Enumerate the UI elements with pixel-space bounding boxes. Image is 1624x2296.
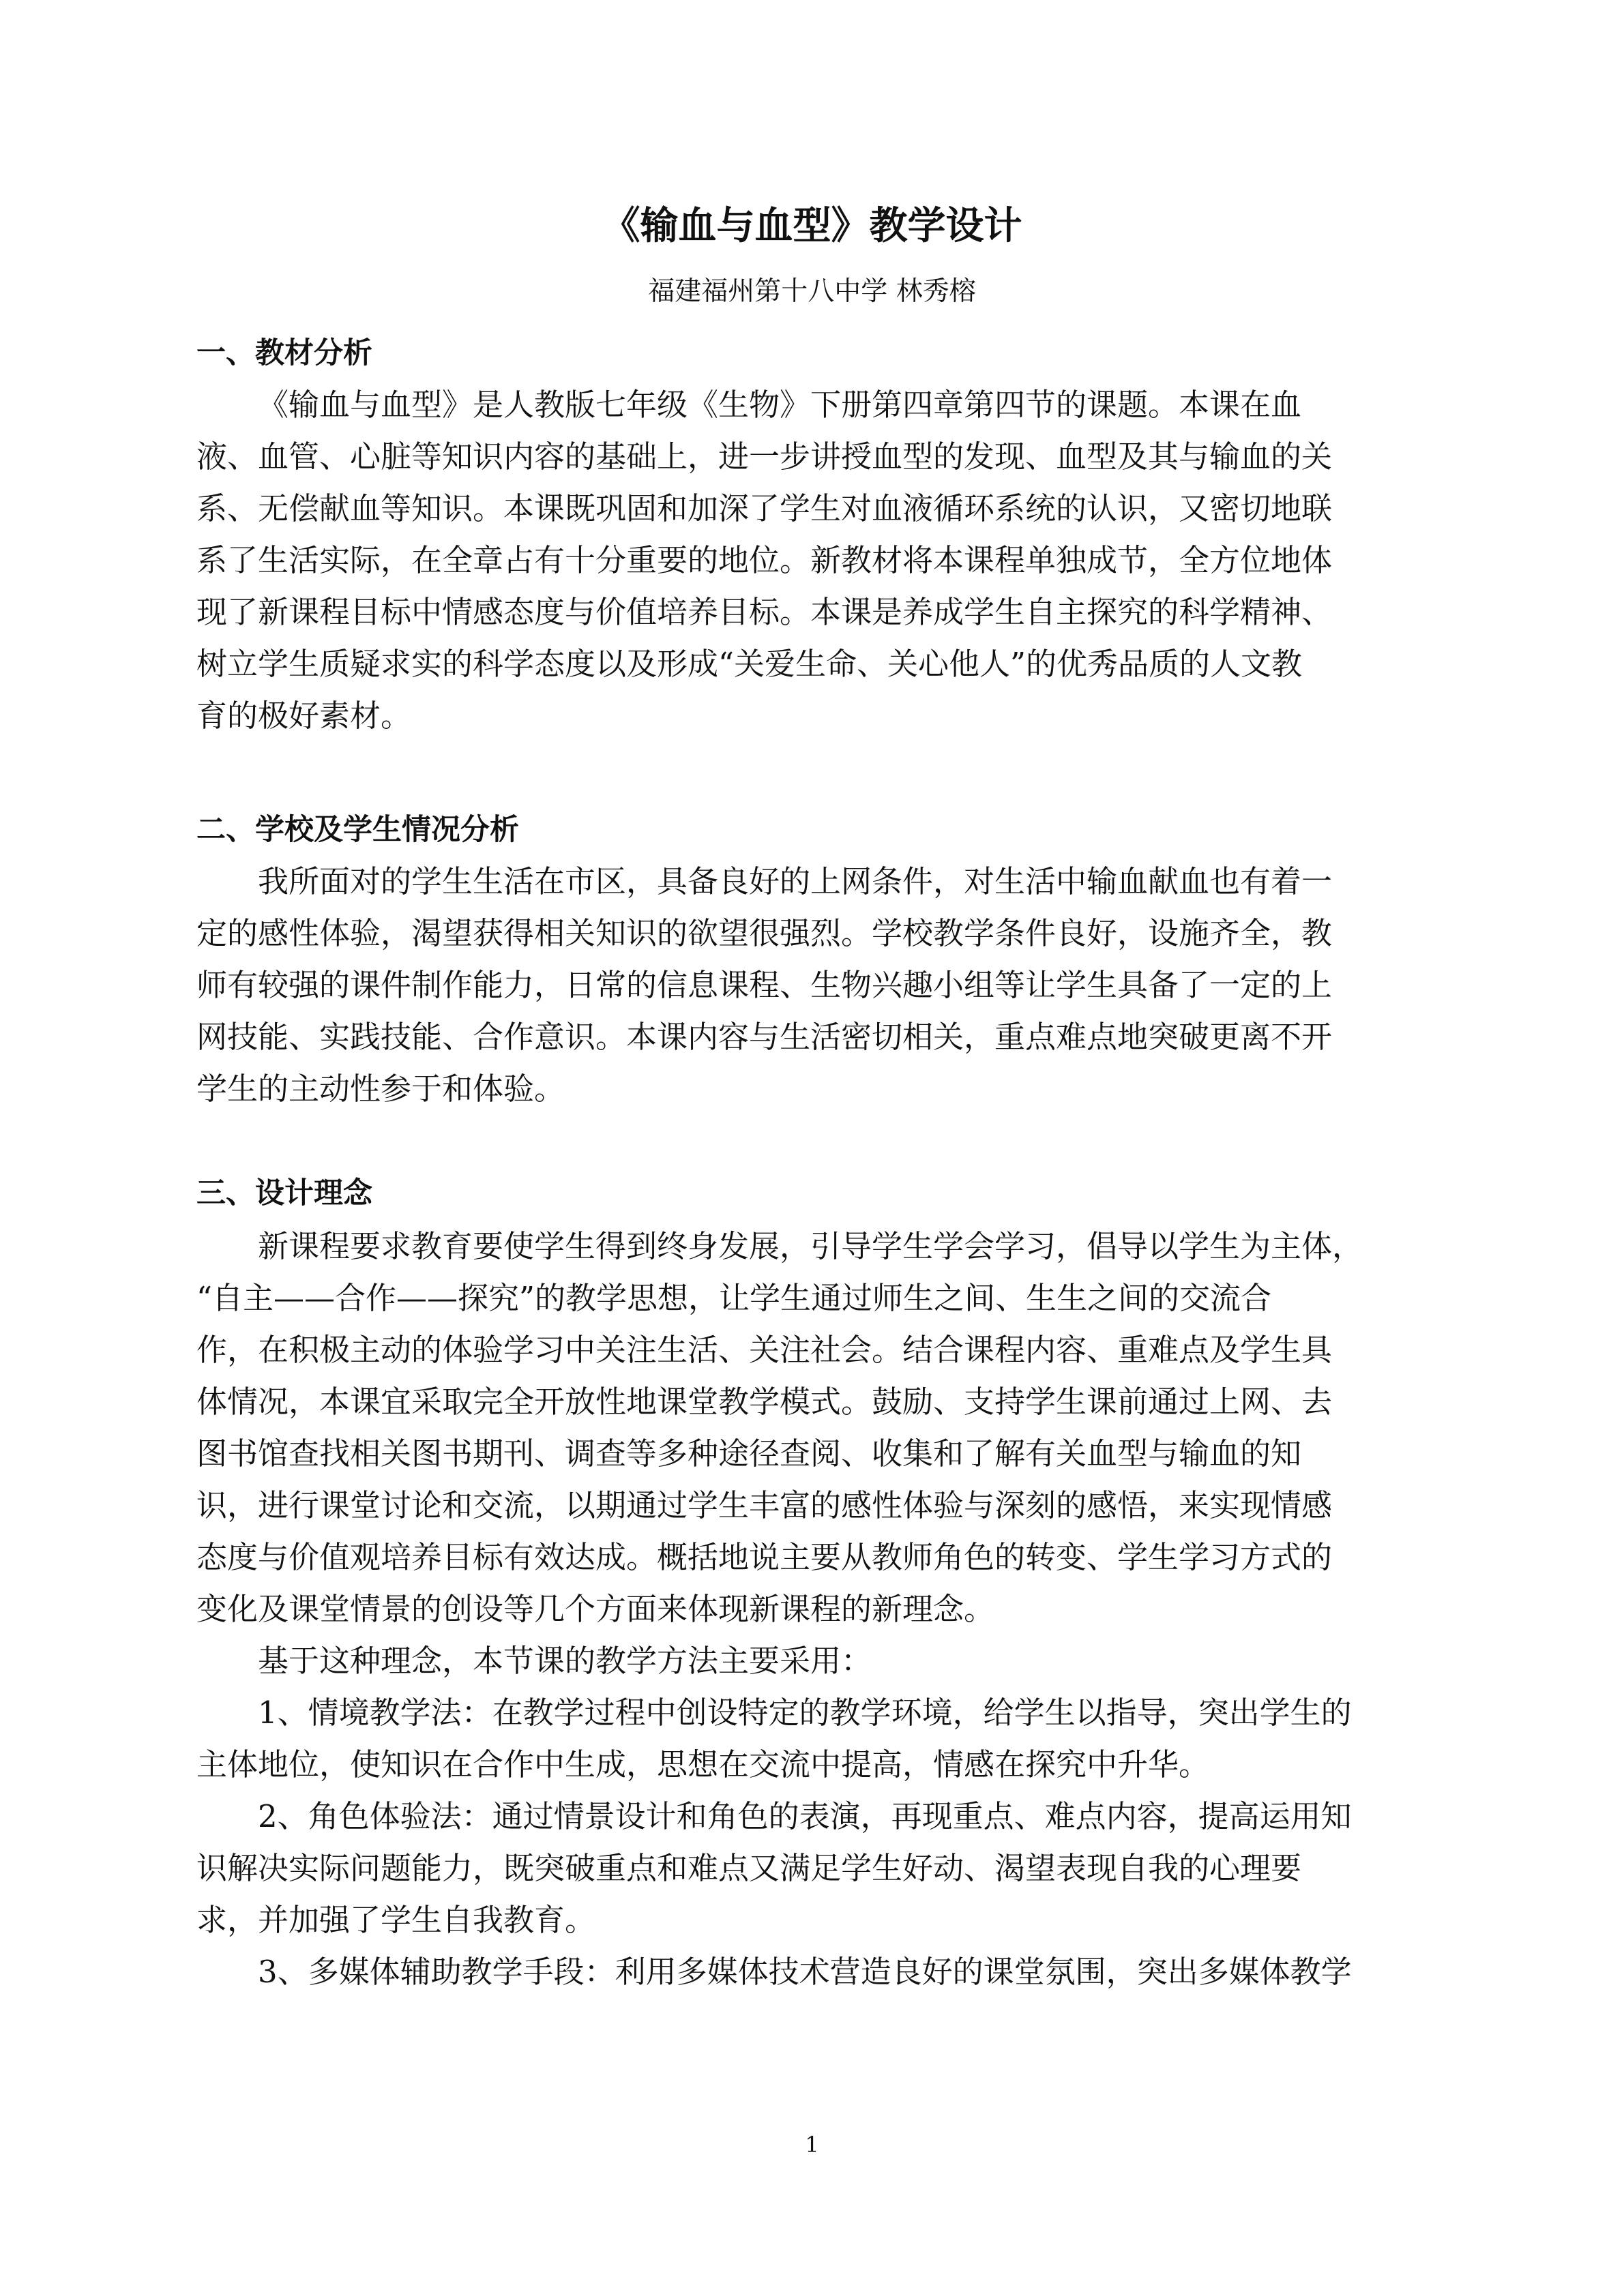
paragraph-line: 网技能、实践技能、合作意识。本课内容与生活密切相关，重点难点地突破更离不开 [196,1019,1333,1055]
paragraph-line: 《输血与血型》是人教版七年级《生物》下册第四章第四节的课题。本课在血 [258,387,1302,423]
paragraph-line: “自主——合作——探究”的教学思想，让学生通过师生之间、生生之间的交流合 [196,1280,1272,1316]
paragraph-line: 2、角色体验法：通过情景设计和角色的表演，再现重点、难点内容，提高运用知 [258,1798,1352,1834]
page-number: 1 [805,2132,819,2158]
section-heading: 三、设计理念 [196,1176,372,1210]
paragraph-line: 树立学生质疑求实的科学态度以及形成“关爱生命、关心他人”的优秀品质的人文教 [196,646,1303,682]
paragraph-line: 识，进行课堂讨论和交流，以期通过学生丰富的感性体验与深刻的感悟，来实现情感 [196,1487,1333,1523]
section-heading: 一、教材分析 [196,336,372,370]
document-title: 《输血与血型》教学设计 [602,204,1022,248]
paragraph-line: 系了生活实际，在全章占有十分重要的地位。新教材将本课程单独成节，全方位地体 [196,542,1333,578]
section-heading: 二、学校及学生情况分析 [196,813,519,847]
paragraph-line: 基于这种理念，本节课的教学方法主要采用： [258,1643,872,1679]
paragraph-line: 识解决实际问题能力，既突破重点和难点又满足学生好动、渴望表现自我的心理要 [196,1850,1302,1886]
paragraph-line: 图书馆查找相关图书期刊、调查等多种途径查阅、收集和了解有关血型与输血的知 [196,1435,1302,1472]
paragraph-line: 学生的主动性参于和体验。 [196,1071,565,1107]
paragraph-line: 求，并加强了学生自我教育。 [196,1902,596,1938]
paragraph-line: 变化及课堂情景的创设等几个方面来体现新课程的新理念。 [196,1591,995,1627]
paragraph-line: 主体地位，使知识在合作中生成，思想在交流中提高，情感在探究中升华。 [196,1746,1210,1783]
paragraph-line: 定的感性体验，渴望获得相关知识的欲望很强烈。学校教学条件良好，设施齐全，教 [196,915,1333,951]
paragraph-line: 3、多媒体辅助教学手段：利用多媒体技术营造良好的课堂氛围，突出多媒体教学 [258,1954,1352,1990]
paragraph-line: 体情况，本课宜采取完全开放性地课堂教学模式。鼓励、支持学生课前通过上网、去 [196,1384,1333,1420]
author-line: 福建福州第十八中学 林秀榕 [648,276,976,307]
paragraph-line: 液、血管、心脏等知识内容的基础上，进一步讲授血型的发现、血型及其与输血的关 [196,438,1333,475]
paragraph-line: 1、情境教学法：在教学过程中创设特定的教学环境，给学生以指导，突出学生的 [258,1695,1352,1731]
paragraph-line: 育的极好素材。 [196,698,412,734]
paragraph-line: 师有较强的课件制作能力，日常的信息课程、生物兴趣小组等让学生具备了一定的上 [196,967,1333,1003]
paragraph-line: 新课程要求教育要使学生得到终身发展，引导学生学会学习，倡导以学生为主体， [258,1228,1363,1264]
paragraph-line: 现了新课程目标中情感态度与价值培养目标。本课是养成学生自主探究的科学精神、 [196,594,1333,630]
paragraph-line: 我所面对的学生生活在市区，具备良好的上网条件，对生活中输血献血也有着一 [258,863,1333,899]
paragraph-line: 态度与价值观培养目标有效达成。概括地说主要从教师角色的转变、学生学习方式的 [196,1539,1333,1575]
paragraph-line: 系、无偿献血等知识。本课既巩固和加深了学生对血液循环系统的认识，又密切地联 [196,490,1333,526]
paragraph-line: 作，在积极主动的体验学习中关注生活、关注社会。结合课程内容、重难点及学生具 [196,1332,1333,1368]
